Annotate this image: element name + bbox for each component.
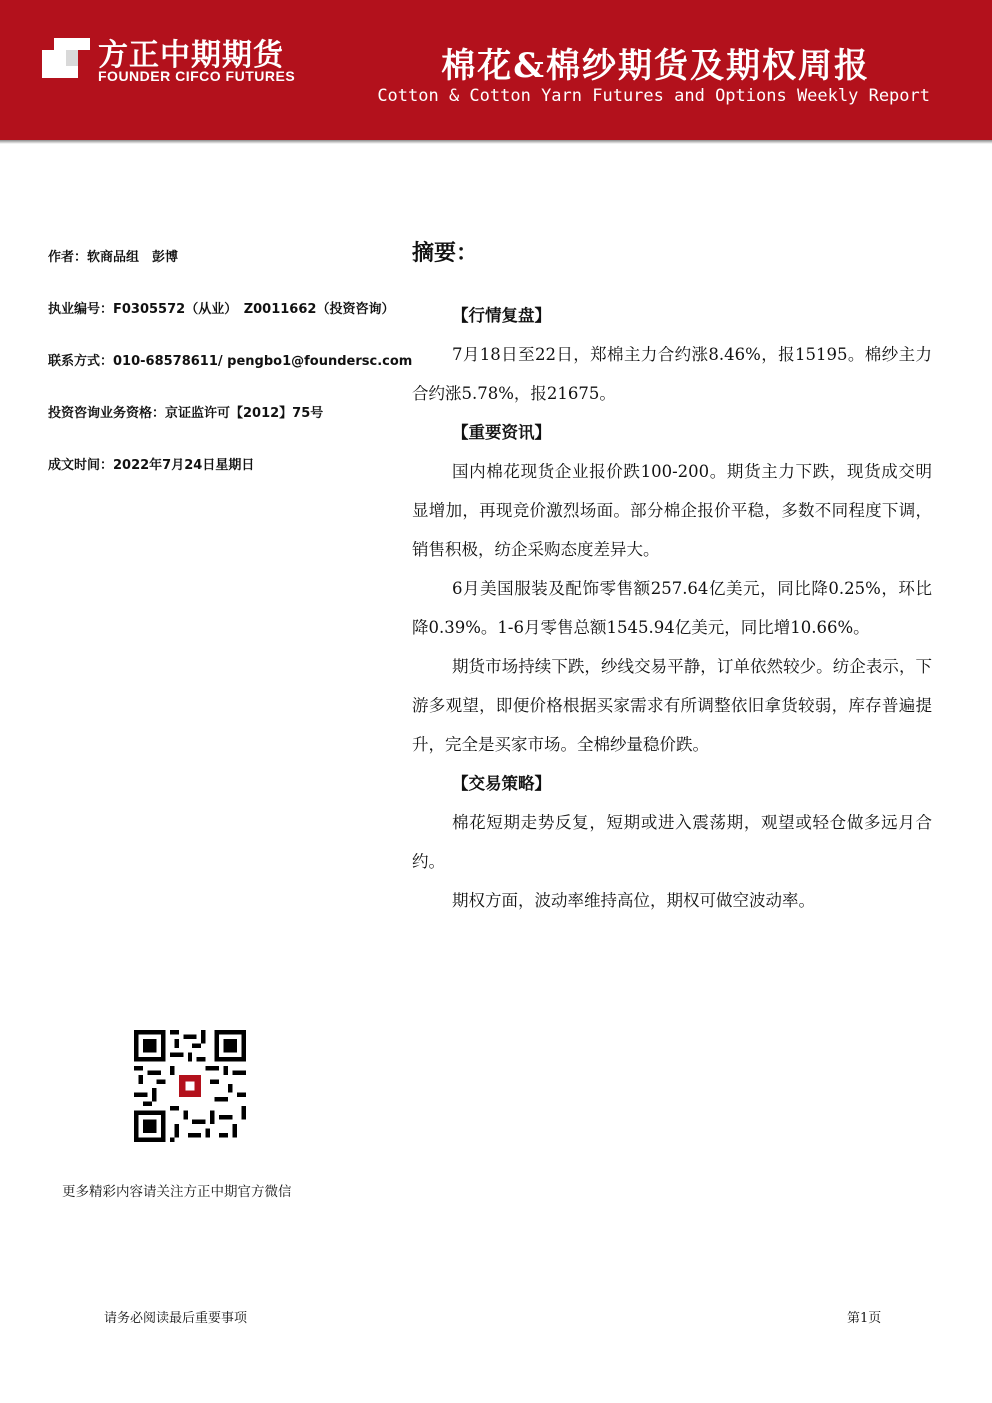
paragraph: 6月美国服装及配饰零售额257.64亿美元，同比降0.25%，环比降0.39%。1-6月零售总额1545.94亿美元，同比增10.66%。 bbox=[412, 579, 932, 637]
paragraph: 国内棉花现货企业报价跌100-200。期货主力下跌，现货成交明显增加，再现竞价激烈场面。部分棉企报价平稳，多数不同程度下调，销售积极，纺企采购态度差异大。 bbox=[412, 462, 932, 559]
brand-name-cn: 方正中期期货 bbox=[98, 38, 284, 73]
page-number: 第1页 bbox=[847, 1311, 882, 1326]
date-line: 成文时间：2022年7月24日星期日 bbox=[48, 458, 255, 473]
paragraph: 期货市场持续下跌，纱线交易平静，订单依然较少。纺企表示，下游多观望，即便价格根据买家需求有所调整依旧拿货较弱，库存普遍提升，完全是买家市场。全棉纱量稳价跌。 bbox=[412, 657, 932, 754]
abstract-body bbox=[412, 296, 932, 920]
abstract-heading: 摘要： bbox=[412, 241, 479, 266]
section-title: 【行情复盘】 bbox=[452, 306, 551, 325]
report-subtitle: Cotton & Cotton Yarn Futures and Options Weekly Report bbox=[377, 86, 930, 106]
qualification-line: 投资咨询业务资格：京证监许可【2012】75号 bbox=[48, 406, 324, 421]
section-title: 【交易策略】 bbox=[452, 774, 551, 793]
founder-logo-icon bbox=[40, 36, 92, 80]
report-header bbox=[0, 0, 992, 140]
paragraph: 期权方面，波动率维持高位，期权可做空波动率。 bbox=[452, 891, 815, 910]
author-line: 作者：软商品组 彭博 bbox=[48, 250, 179, 265]
paragraph: 棉花短期走势反复，短期或进入震荡期，观望或轻仓做多远月合约。 bbox=[412, 813, 932, 871]
qr-caption: 更多精彩内容请关注方正中期官方微信 bbox=[62, 1184, 292, 1200]
report-title: 棉花&棉纱期货及期权周报 bbox=[441, 46, 870, 86]
license-line: 执业编号：F0305572（从业） Z0011662（投资咨询） bbox=[48, 302, 395, 317]
footer-notice: 请务必阅读最后重要事项 bbox=[104, 1311, 248, 1326]
header-divider bbox=[0, 140, 992, 144]
paragraph: 7月18日至22日，郑棉主力合约涨8.46%，报15195。棉纱主力合约涨5.78%，报21675。 bbox=[412, 345, 932, 403]
brand-name-en: FOUNDER CIFCO FUTURES bbox=[98, 68, 296, 84]
section-title: 【重要资讯】 bbox=[452, 423, 551, 442]
wechat-qr-code-icon[interactable] bbox=[134, 1030, 246, 1142]
contact-line: 联系方式：010-68578611/ pengbo1@foundersc.com bbox=[48, 354, 413, 369]
